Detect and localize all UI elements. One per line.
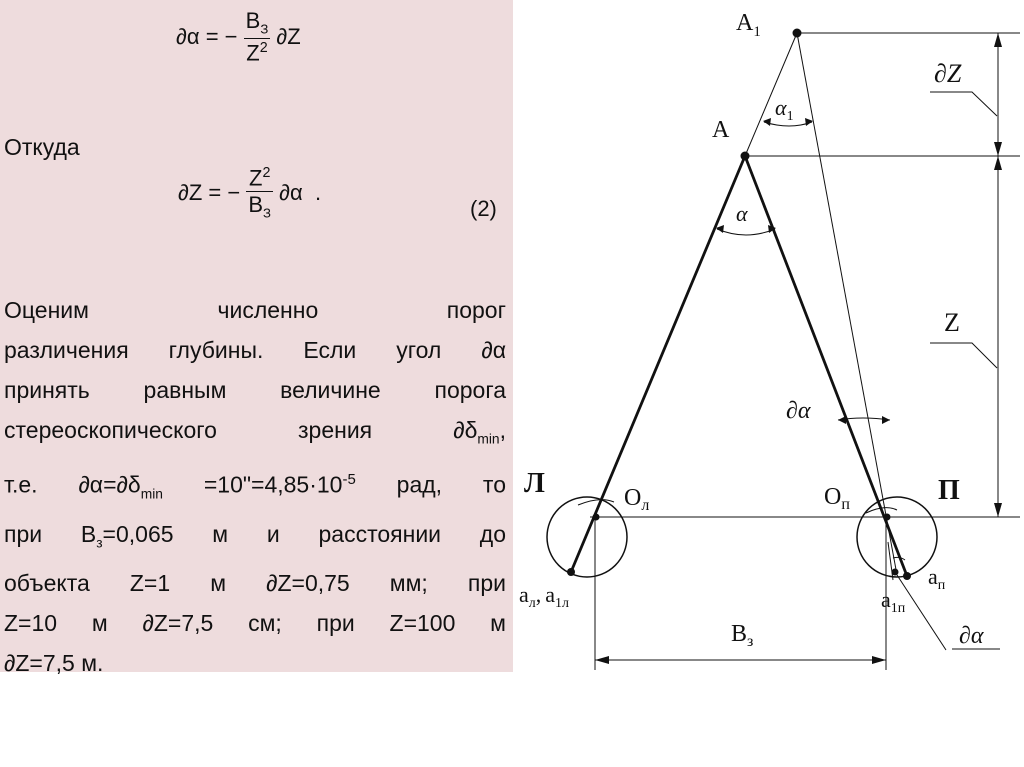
right-ray-a1 [797,33,897,575]
b3-arrow-left [595,656,609,664]
eq1-den-sup: 2 [259,39,268,56]
point-al [567,568,575,576]
label-alpha: α [736,201,748,226]
right-eye [857,497,937,577]
eq2-rhs: ∂α . [279,179,322,205]
label-alpha1: $\alpha_1$ [775,95,794,124]
eq2-num: Z [248,165,263,191]
eq2-fraction [246,166,273,220]
dalpha-mid-arrow-right [882,416,890,424]
right-ray-a [745,156,907,576]
para-line-5: т.е. $\partial\alpha=\partial\delta_{min}$ $=10"=4,85\cdot 10^{-5}$ рад, то [4,470,506,501]
eq2-den-sub: З [263,205,272,221]
para-line-8: Z=10 м ∂Z=7,5 см; при Z=100 м [4,610,506,637]
label-a1p: $a_{1п}$ [881,587,906,616]
label-al-a1l: $a_л$, $a_{1л}$ [519,582,570,611]
eq2-den: B [248,192,264,218]
eq1-num-sub: З [260,21,269,37]
label-a: A [712,117,730,143]
label-b3: $B_з$ [731,621,754,650]
equation-2 [178,166,321,220]
eq1-den: Z [246,39,260,65]
point-op [884,514,891,521]
para-line-2: различения глубины. Если угол ∂α [4,337,506,363]
para-line-7: объекта Z=1 м ∂Z=0,75 мм; при [4,570,506,597]
eq2-lhs: ∂Z = − [178,179,241,205]
z-arrow-top [994,156,1002,170]
point-a1 [793,29,802,38]
label-eye-left: Л [524,468,545,499]
eq1-fraction [244,10,271,64]
para-line-9: ∂Z=7,5 м. [4,650,104,677]
otkuda-label: Откуда [4,134,80,160]
label-a1: $A_1$ [736,10,761,40]
label-z: Z [944,308,960,337]
para-line-4: стереоскопического зрения $\partial\delta_{min}$, [4,417,506,447]
eq1-lhs: ∂α = − [176,23,238,49]
label-ol: $O_л$ [624,485,650,514]
point-a [741,152,750,161]
paragraph [4,290,506,683]
point-a1p [892,569,899,576]
eq1-rhs: ∂Z [276,23,301,49]
dz-leader [930,92,997,116]
dalpha-mid-arrow [838,416,846,424]
eq1-num: B [245,8,261,33]
equation-1 [176,10,301,64]
equation-2-number: (2) [470,196,497,221]
point-ap [903,572,911,580]
alpha-arc [717,229,775,235]
label-dz: ∂Z [934,59,962,88]
label-dalpha-bottom: ∂α [959,623,984,649]
para-line-6: при $B_з=0,065$ м и расстоянии до [4,520,506,551]
dz-arrow-top [994,33,1002,47]
dz-arrow-bottom [994,142,1002,156]
z-arrow-bottom [994,503,1002,517]
stereo-depth-diagram [513,0,1024,767]
para-line-1: Оценим численно порог [4,297,506,323]
z-leader [930,343,997,368]
label-eye-right: П [938,475,960,506]
label-dalpha-mid: ∂α [786,398,811,424]
para-line-3: принять равным величине порога [4,377,506,403]
label-op: $O_п$ [824,484,850,513]
left-ray-a1 [745,33,797,156]
b3-arrow-right [872,656,886,664]
left-ray-a [571,156,745,572]
point-ol [593,514,600,521]
label-ap: $a_п$ [928,564,946,593]
eq2-num-sup: 2 [262,165,271,181]
